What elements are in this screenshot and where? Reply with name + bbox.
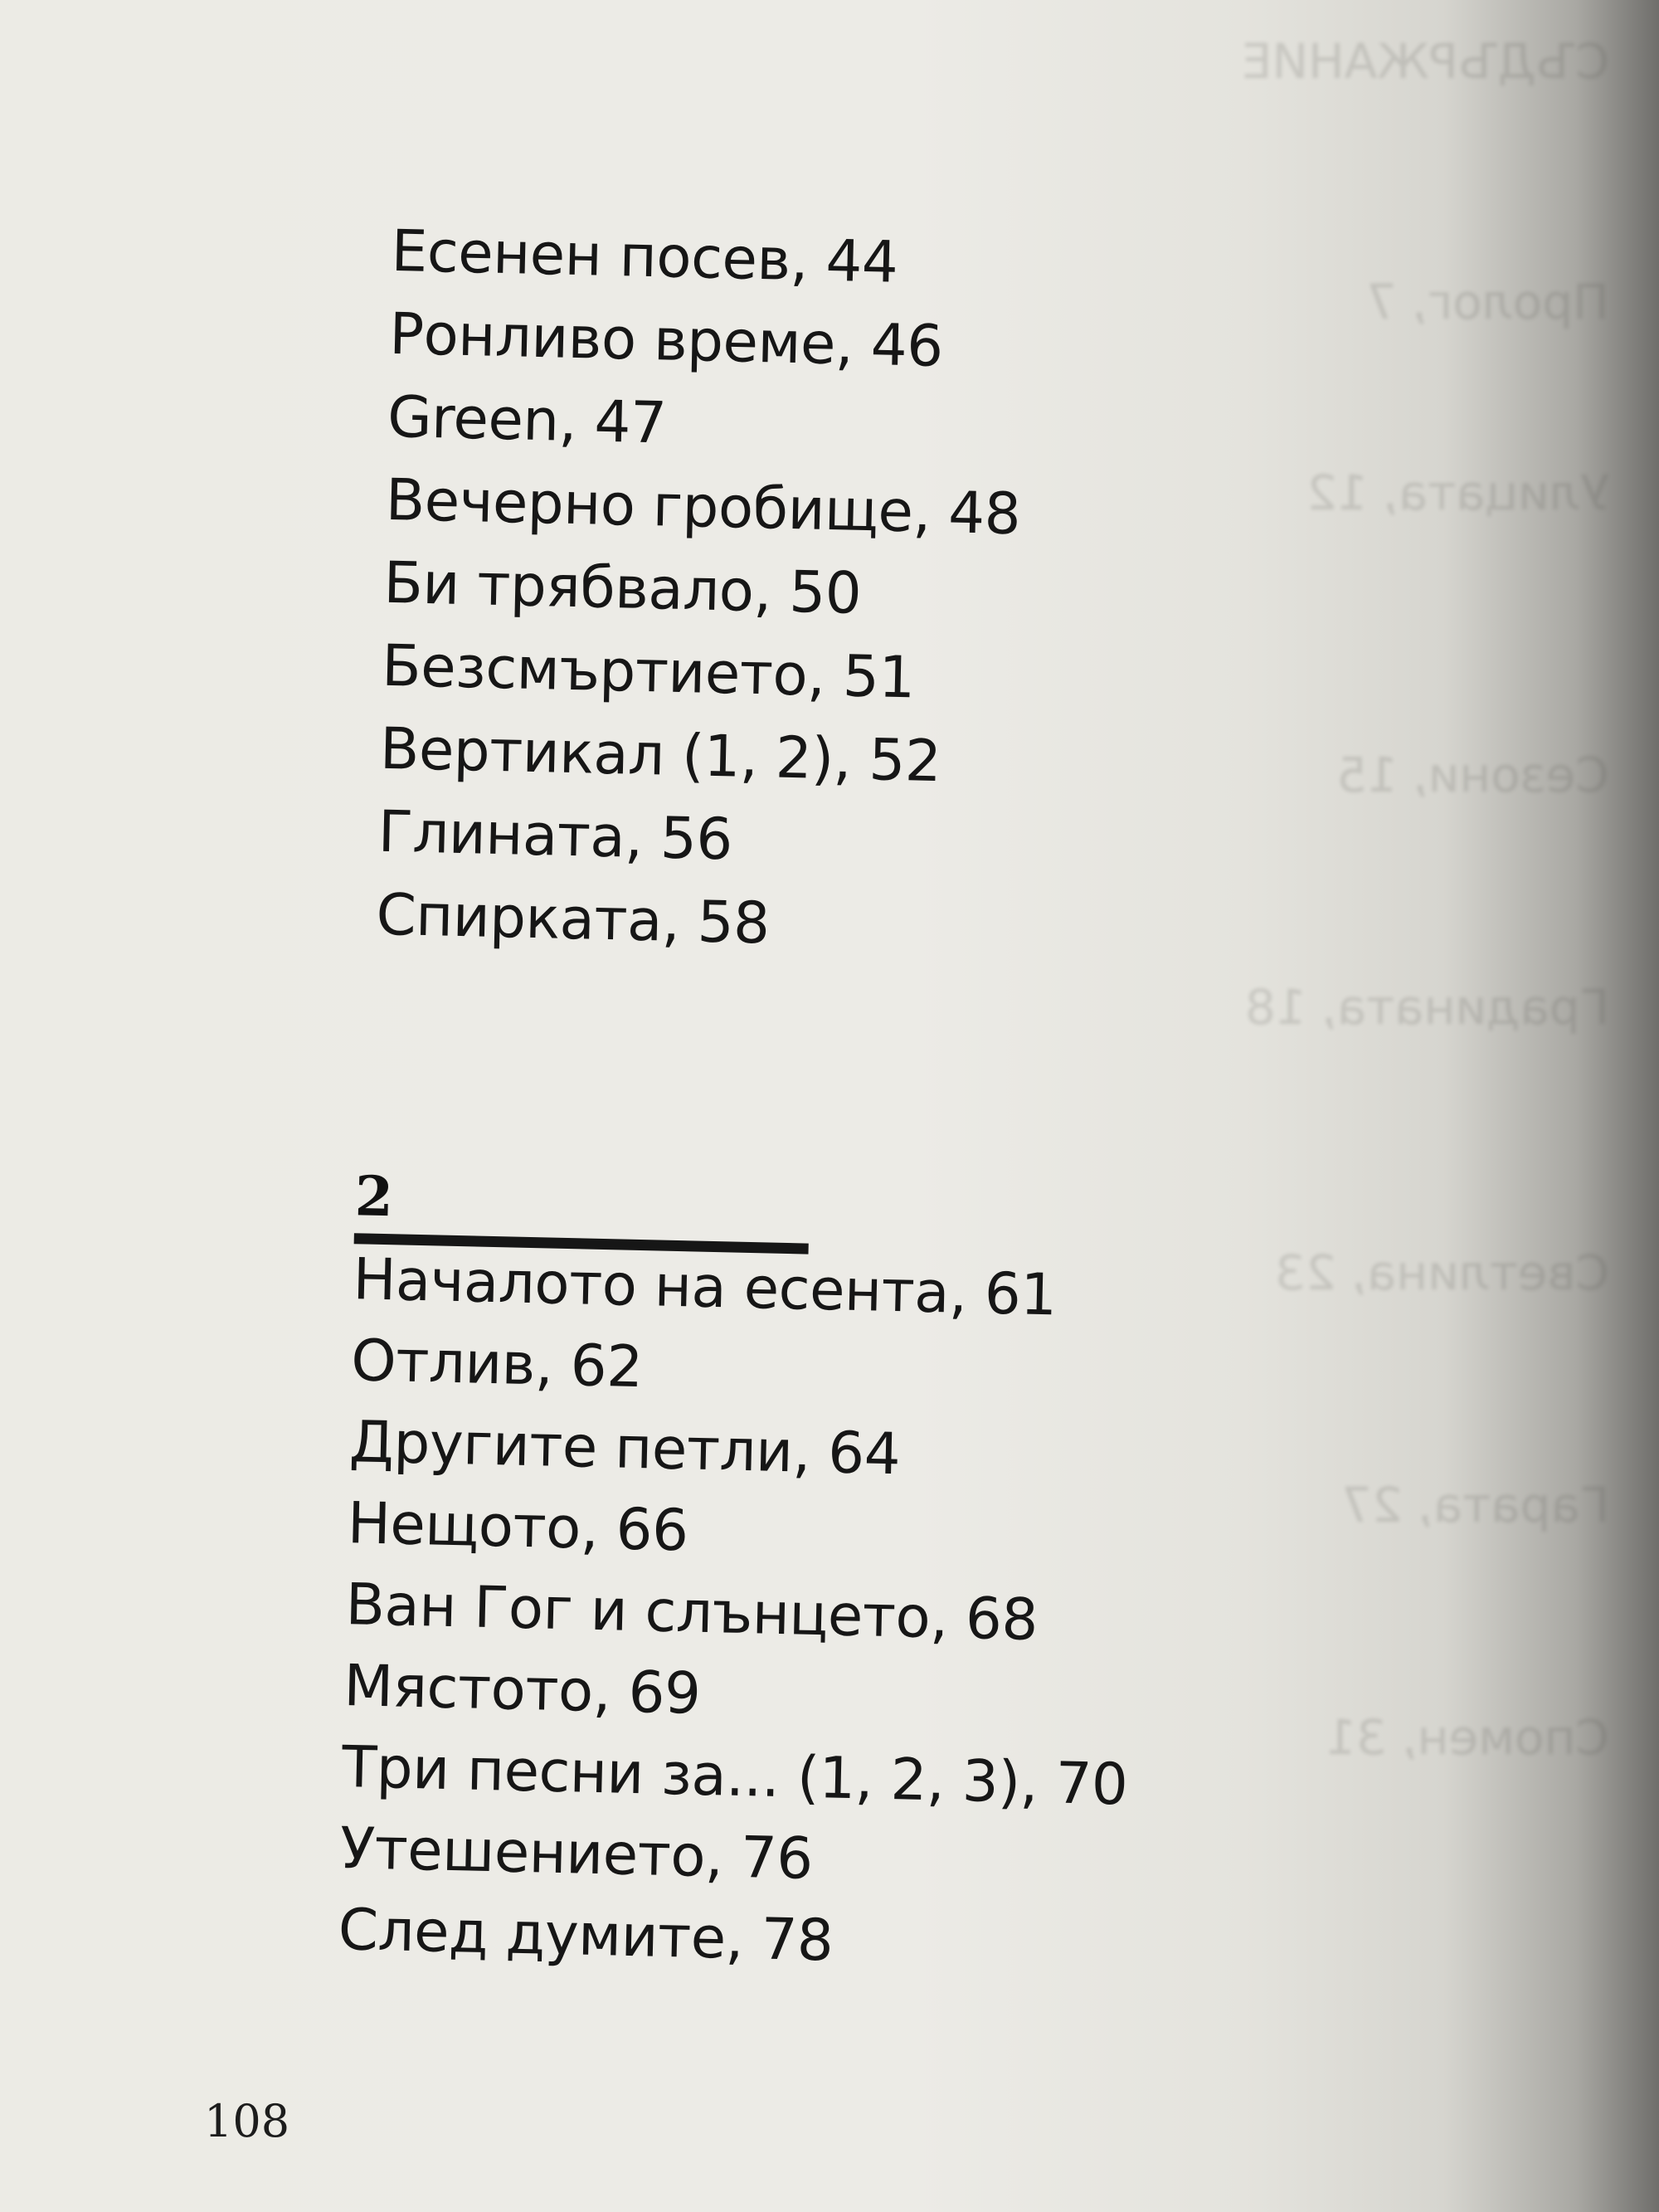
toc-entry[interactable]: Утешението, 76	[339, 1815, 814, 1893]
toc-entry[interactable]: Мястото, 69	[343, 1653, 702, 1727]
page-number: 108	[204, 2095, 290, 2147]
toc-entry[interactable]: Есенен посев, 44	[390, 217, 899, 296]
toc-entry[interactable]: Началото на есента, 61	[352, 1246, 1058, 1329]
toc-entry[interactable]: Отлив, 62	[350, 1328, 644, 1401]
toc-entry[interactable]: Спирката, 58	[375, 881, 771, 957]
toc-entry[interactable]: Глината, 56	[377, 798, 733, 874]
section-heading: 2	[354, 1163, 394, 1230]
toc-entry[interactable]: Нещото, 66	[347, 1490, 689, 1565]
toc-entry[interactable]: Би трябвало, 50	[382, 549, 863, 627]
toc-entry[interactable]: След думите, 78	[337, 1896, 834, 1975]
toc-entry[interactable]: Другите петли, 64	[348, 1409, 902, 1488]
toc-entry[interactable]: Безсмъртието, 51	[381, 632, 916, 712]
toc-entry[interactable]: Вечерно гробище, 48	[385, 466, 1022, 548]
toc-entry[interactable]: Вертикал (1, 2), 52	[379, 715, 942, 796]
toc-entry[interactable]: Green, 47	[387, 383, 668, 457]
toc-entry[interactable]: Ронливо време, 46	[388, 300, 944, 381]
show-through-text: СЪДЪРЖАНИЕ Пролог, 7 Улицата, 12 Сезони, 15 Градината, 18 Светлина, 23 Гарата, 27 Спомен, 31	[1241, 33, 1609, 1766]
toc-entry[interactable]: Три песни за... (1, 2, 3), 70	[341, 1734, 1129, 1819]
toc-entry[interactable]: Ван Гог и слънцето, 68	[344, 1571, 1039, 1654]
